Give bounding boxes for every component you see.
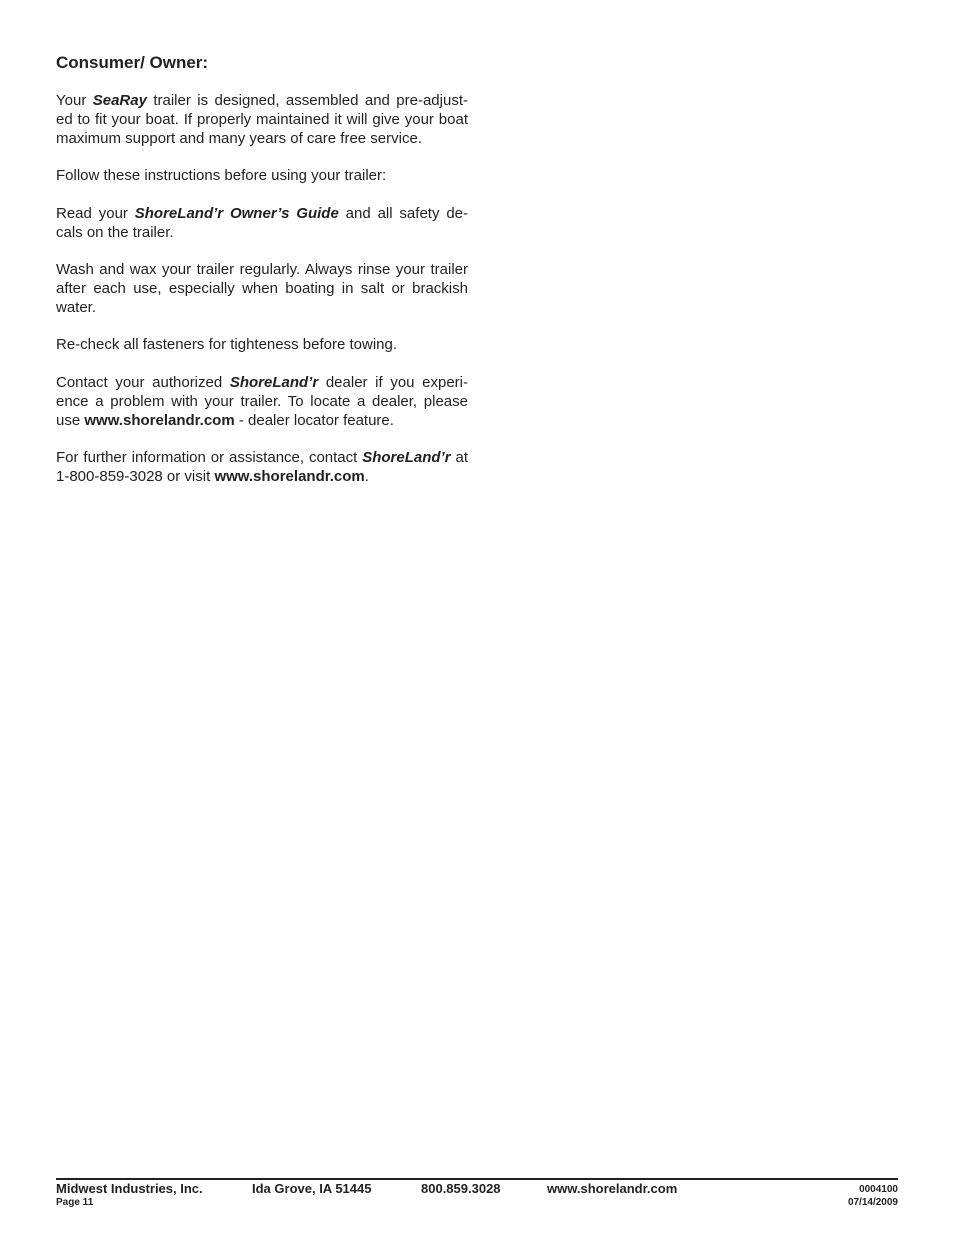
text-run: trailer is designed, assembled and pre-adjust-ed to fit your boat. If properly maintained it will give your boat maximum support and many years of care free service. [56,92,468,147]
footer-company: Midwest Industries, Inc. [56,1181,203,1196]
text-run: - dealer locator feature. [234,411,394,429]
brand-shorelandr: ShoreLand’r [229,373,319,391]
page-number: Page 11 [56,1197,94,1208]
dealer-locator-link[interactable]: www.shorelandr.com [84,411,235,429]
footer-address: Ida Grove, IA 51445 [252,1181,372,1196]
text-run: Read your [56,204,135,222]
brand-searay: SeaRay [92,92,147,109]
footer-phone: 800.859.3028 [421,1181,501,1196]
text-run: at 1-800-859-3028 or visit [56,449,468,485]
paragraph-instructions-intro: Follow these instructions before using your trailer: [56,167,387,185]
document-date: 07/14/2009 [847,1197,898,1208]
text-run: Your [56,92,93,109]
text-run: and all safety de-cals on the trailer. [56,204,468,241]
website-link[interactable]: www.shorelandr.com [214,467,365,485]
footer-divider [56,1178,898,1180]
paragraph-contact [56,449,468,487]
owners-guide-title: ShoreLand’r Owner’s Guide [134,204,339,222]
text-run: . [364,467,369,485]
paragraph-read-guide [56,205,468,243]
footer-website[interactable]: www.shorelandr.com [547,1181,678,1196]
brand-shorelandr: ShoreLand’r [362,449,451,467]
paragraph-intro [56,92,468,148]
text-run: For further information or assistance, contact [56,449,363,467]
paragraph-fasteners: Re-check all fasteners for tighteness before towing. [56,336,398,354]
body-text [56,92,468,506]
text-run: Contact your authorized [56,373,230,391]
paragraph-wash-wax: Wash and wax your trailer regularly. Always rinse your trailer after each use, especially when boating in salt or brackish water. [56,261,468,316]
document-number: 0004100 [859,1184,898,1195]
text-run: dealer if you experi-ence a problem with your trailer. To locate a dealer, please use [56,373,468,429]
page-heading: Consumer/ Owner: [56,53,209,72]
paragraph-dealer [56,374,468,430]
